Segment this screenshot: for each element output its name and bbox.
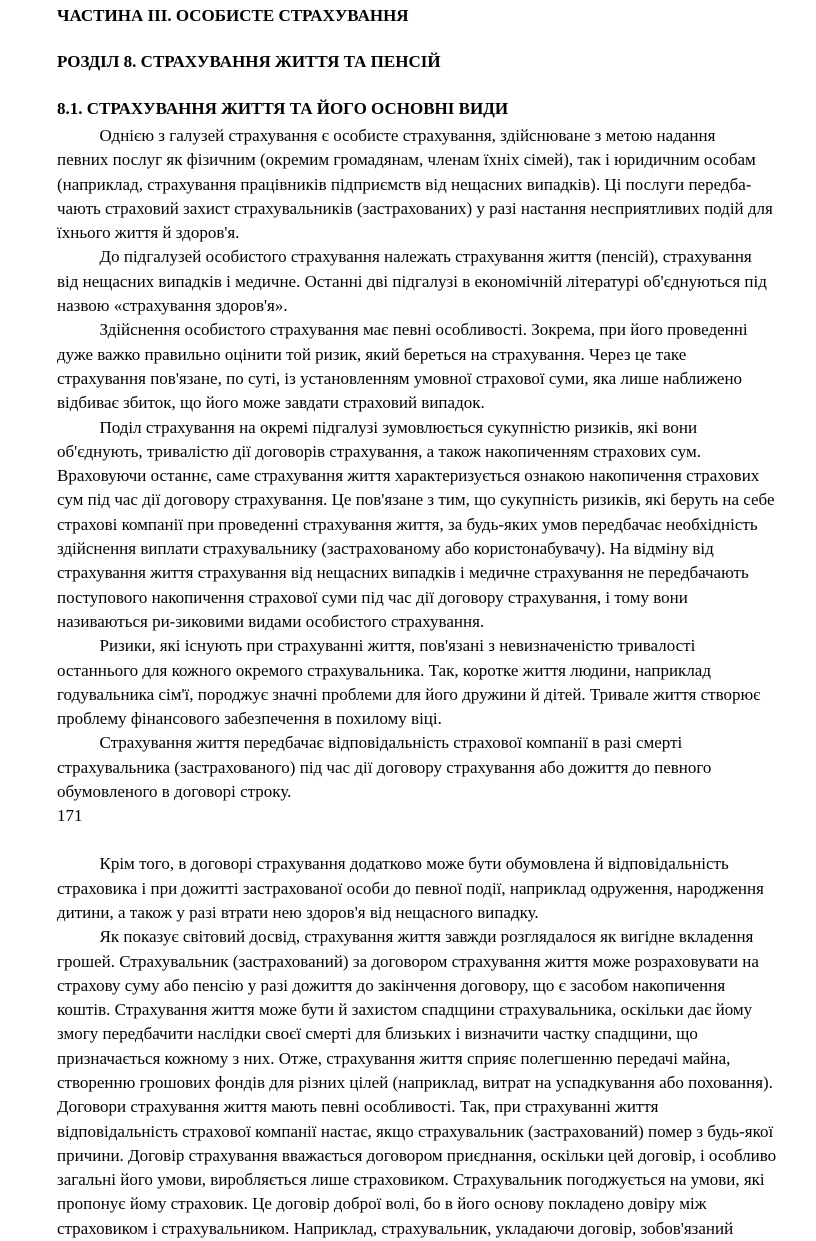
text-line: загальні його умови, виробляється лише страховиком. Страхувальник погоджується на умови, які <box>57 1170 765 1190</box>
text-line: годувальника сім'ї, породжує значні проблеми для його дружини й дітей. Тривале життя створює <box>57 684 761 704</box>
section-title: 8.1. СТРАХУВАННЯ ЖИТТЯ ТА ЙОГО ОСНОВНІ ВИДИ <box>57 99 509 118</box>
document-page <box>57 0 814 1241</box>
text-line: страхування пов'язане, по суті, із установленням умовної страхової суми, яка лише наближено <box>57 368 743 388</box>
text-line: До підгалузей особистого страхування належать страхування життя (пенсій), страхування <box>57 247 752 267</box>
text-line: коштів. Страхування життя може бути й захистом спадщини страхувальника, оскільки дає йому <box>57 1000 753 1020</box>
paragraph <box>57 318 814 415</box>
text-line: об'єднують, тривалістю дії договорів страхування, а також накопиченням страхових сум. <box>57 441 702 461</box>
text-line: певних послуг як фізичним (окремим громадянам, членам їхніх сімей), так і юридичним особам <box>57 150 756 170</box>
text-line: Крім того, в договорі страхування додатково може бути обумовлена й відповідальність <box>57 854 729 874</box>
paragraph <box>57 852 814 925</box>
paragraph <box>57 124 814 245</box>
text-line: страховиком і страхувальником. Наприклад, страхувальник, укладаючи договір, зобов'язаний <box>57 1218 734 1238</box>
text-line: Здійснення особистого страхування має певні особливості. Зокрема, при його проведенні <box>57 320 748 340</box>
text-line: Як показує світовий досвід, страхування життя завжди розглядалося як вигідне вкладення <box>57 927 754 947</box>
body-text-before-page-break <box>57 124 814 804</box>
paragraph <box>57 634 814 731</box>
page-number-text: 171 <box>57 806 83 826</box>
text-line: Враховуючи останнє, саме страхування життя характеризується ознакою накопичення страхових <box>57 466 760 486</box>
text-line: сум під час дії договору страхування. Це пов'язане з тим, що сукупність ризиків, які беруть на себе <box>57 490 775 510</box>
text-line: назвою «страхування здоров'я». <box>57 296 288 316</box>
text-line: Ризики, які існують при страхуванні життя, пов'язані з невизначеністю тривалості <box>57 636 696 656</box>
paragraph <box>57 416 814 635</box>
text-line: проблему фінансового забезпечення в похилому віці. <box>57 709 442 729</box>
text-line: страхувальника (застрахованого) під час дії договору страхування або дожиття до певного <box>57 757 712 777</box>
text-line: Страхування життя передбачає відповідальність страхової компанії в разі смерті <box>57 733 683 753</box>
text-line: Договори страхування життя мають певні особливості. Так, при страхуванні життя <box>57 1097 659 1117</box>
text-line: дитини, а також у разі втрати нею здоров'я від нещасного випадку. <box>57 902 539 922</box>
text-line: Поділ страхування на окремі підгалузі зумовлюється сукупністю ризиків, які вони <box>57 417 698 437</box>
paragraph <box>57 925 814 1241</box>
body-text-after-page-break <box>57 852 814 1241</box>
text-line: поступового накопичення страхової суми під час дії договору страхування, і тому вони <box>57 587 688 607</box>
text-line: відбиває збиток, що його може завдати страховий випадок. <box>57 393 485 413</box>
text-line: Однією з галузей страхування є особисте страхування, здійснюване з метою надання <box>57 126 716 145</box>
text-line: причини. Договір страхування вважається договором приєднання, оскільки цей договір, і особливо <box>57 1145 777 1165</box>
text-line: здійснення виплати страхувальнику (застрахованому або користонабувачу). На відміну від <box>57 539 714 559</box>
text-line: відповідальність страхової компанії настає, якщо страхувальник (застрахований) помер з будь-якої <box>57 1121 774 1141</box>
text-line: їхнього життя й здоров'я. <box>57 223 240 243</box>
paragraph <box>57 245 814 318</box>
text-line: створенню грошових фондів для різних цілей (наприклад, витрат на успадкування або поховання). <box>57 1072 773 1092</box>
text-line: страхування життя страхування від нещасних випадків і медичне страхування не передбачають <box>57 563 749 583</box>
text-line: пропонує йому страховик. Це договір доброї волі, бо в його основу покладено довіру між <box>57 1194 707 1214</box>
text-line: призначається кожному з них. Отже, страхування життя сприяє полегшенню передачі майна, <box>57 1048 731 1068</box>
text-line: страховика і при дожитті застрахованої особи до певної події, наприклад одруження, народження <box>57 878 764 898</box>
part-title: ЧАСТИНА ІІІ. ОСОБИСТЕ СТРАХУВАННЯ <box>57 6 409 25</box>
text-line: грошей. Страхувальник (застрахований) за договором страхування життя може розраховувати на <box>57 951 759 971</box>
page-number <box>57 804 814 828</box>
text-line: чають страховий захист страхувальників (застрахованих) у разі настання несприятливих подій для <box>57 198 773 218</box>
text-line: обумовленого в договорі строку. <box>57 782 292 802</box>
text-line: називаються ри-зиковими видами особистого страхування. <box>57 611 485 631</box>
page-break-gap <box>57 828 814 852</box>
text-line: дуже важко правильно оцінити той ризик, який береться на страхування. Через це таке <box>57 344 687 364</box>
text-line: змогу передбачити наслідки своєї смерті для близьких і визначити частку спадщини, що <box>57 1024 698 1044</box>
text-line: (наприклад, страхування працівників підприємств від нещасних випадків). Ці послуги передба- <box>57 174 752 194</box>
paragraph <box>57 731 814 804</box>
text-line: від нещасних випадків і медичне. Останні дві підгалузі в економічній літературі об'єднуються під <box>57 271 767 291</box>
text-line: страхову суму або пенсію у разі дожиття до закінчення договору, що є засобом накопичення <box>57 975 726 995</box>
text-line: останнього для кожного окремого страхувальника. Так, коротке життя людини, наприклад <box>57 660 711 680</box>
chapter-title: РОЗДІЛ 8. СТРАХУВАННЯ ЖИТТЯ ТА ПЕНСІЙ <box>57 52 441 71</box>
text-line: страхові компанії при проведенні страхування життя, за будь-яких умов передбачає необхідність <box>57 514 758 534</box>
